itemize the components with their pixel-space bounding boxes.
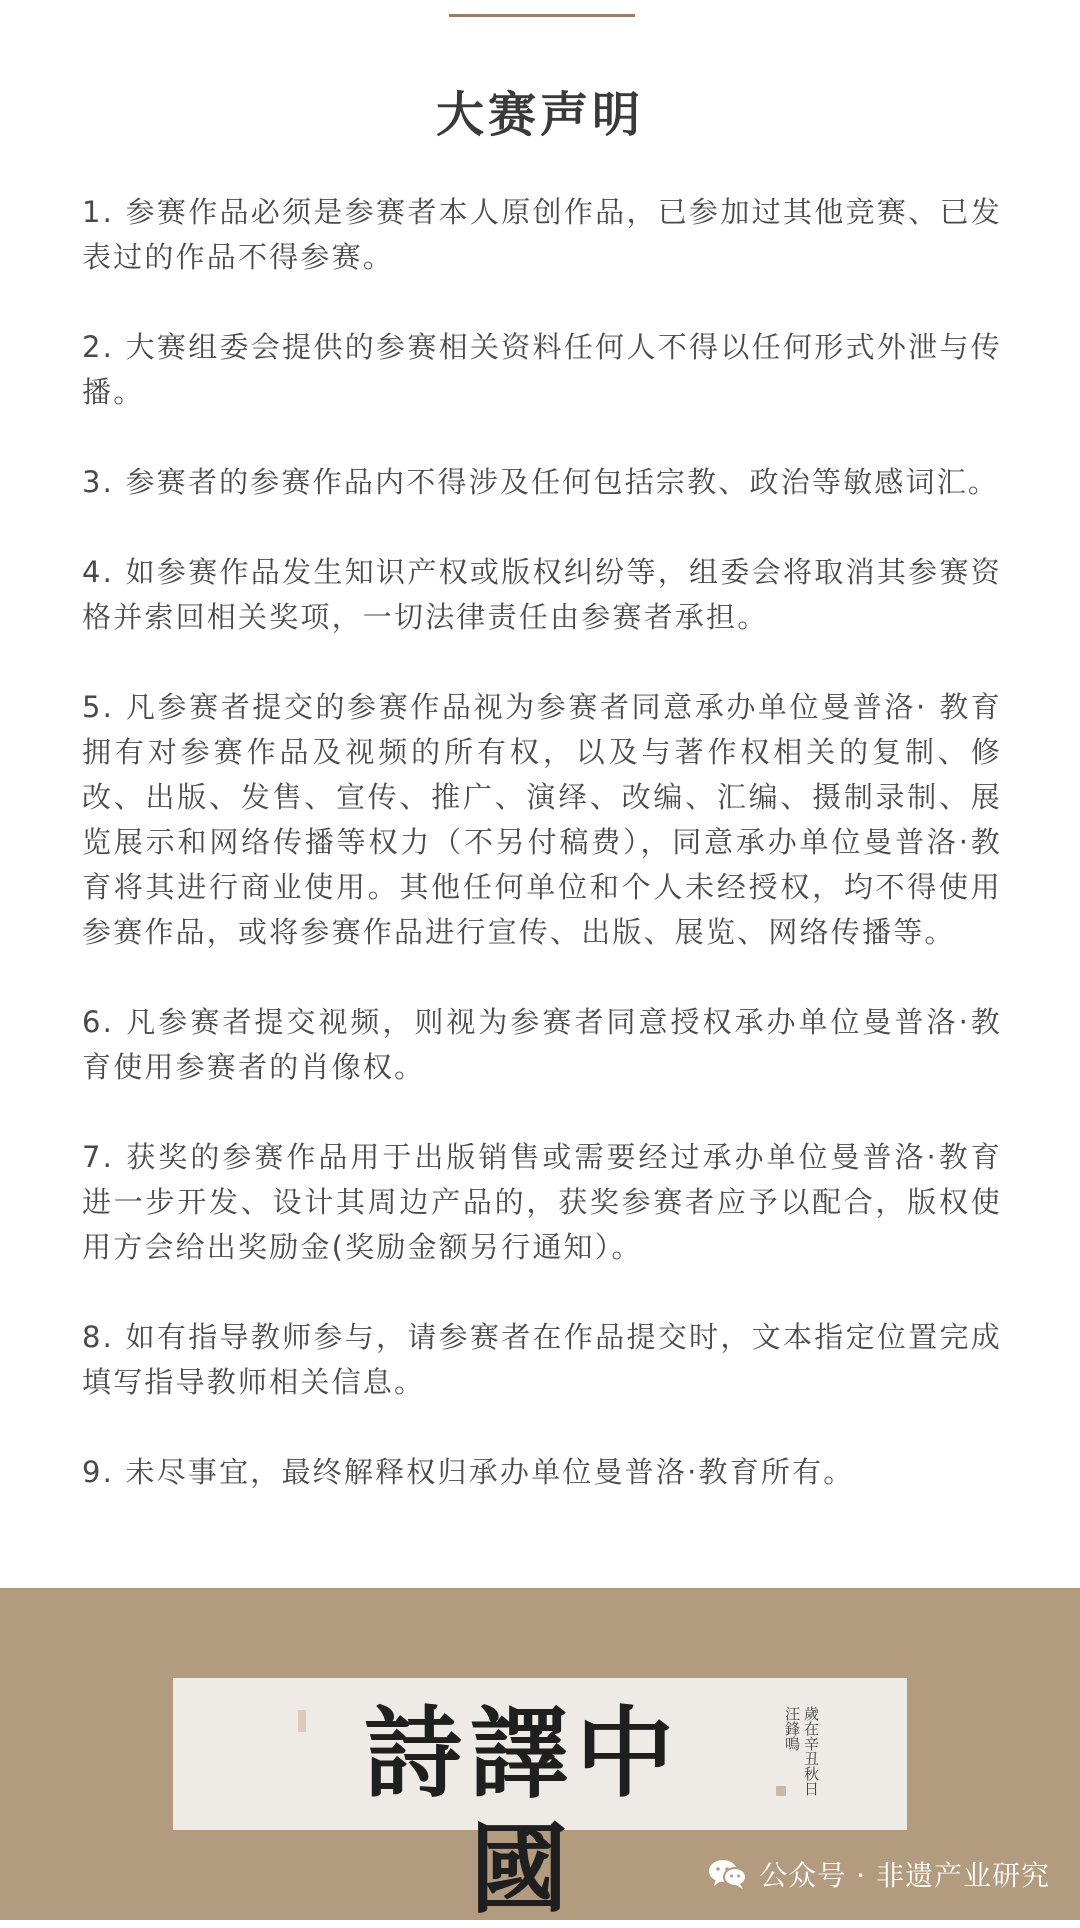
seal-mark (298, 1710, 306, 1732)
term-item: 8. 如有指导教师参与，请参赛者在作品提交时，文本指定位置完成填写指导教师相关信息。 (82, 1320, 1002, 1399)
top-divider (449, 14, 635, 17)
term-item: 4. 如参赛作品发生知识产权或版权纠纷等，组委会将取消其参赛资格并索回相关奖项，一切法律责任由参赛者承担。 (82, 555, 1002, 634)
term-item: 2. 大赛组委会提供的参赛相关资料任何人不得以任何形式外泄与传播。 (82, 330, 1002, 409)
term-item: 1. 参赛作品必须是参赛者本人原创作品，已参加过其他竞赛、已发表过的作品不得参赛。 (82, 195, 1002, 274)
terms-list (82, 190, 1002, 1540)
wechat-account-label: 公众号 · 非遗产业研究 (759, 1859, 1050, 1892)
artist-stamp (776, 1786, 786, 1796)
wechat-account-badge[interactable] (707, 1854, 1050, 1894)
wechat-icon (707, 1858, 749, 1890)
term-item: 6. 凡参赛者提交视频，则视为参赛者同意授权承办单位曼普洛·教育使用参赛者的肖像权。 (82, 1005, 1002, 1084)
inscription-line: 歲在辛丑秋日 (802, 1706, 820, 1796)
term-item: 5. 凡参赛者提交的参赛作品视为参赛者同意承办单位曼普洛· 教育拥有对参赛作品及视频的所有权，以及与著作权相关的复制、修改、出版、发售、宣传、推广、演绎、改编、汇编、摄制录制、展览展示和网络传播等权力（不另付稿费），同意承办单位曼普洛·教育将其进行商业使用。其他任何单位和个人未经授权，均不得使用参赛作品，或将参赛作品进行宣传、出版、展览、网络传播等。 (82, 690, 1002, 949)
term-item: 9. 未尽事宜，最终解释权归承办单位曼普洛·教育所有。 (82, 1455, 855, 1489)
inscription-line: 汪鋒鳴 (783, 1706, 801, 1751)
footer-banner (0, 1588, 1080, 1927)
term-item: 7. 获奖的参赛作品用于出版销售或需要经过承办单位曼普洛·教育进一步开发、设计其周边产品的，获奖参赛者应予以配合，版权使用方会给出奖励金(奖励金额另行通知）。 (82, 1140, 1002, 1264)
term-item: 3. 参赛者的参赛作品内不得涉及任何包括宗教、政治等敏感词汇。 (82, 465, 1000, 499)
page-title: 大赛声明 (435, 87, 644, 144)
calligraphy-title: 詩譯中國 (363, 1696, 682, 1927)
